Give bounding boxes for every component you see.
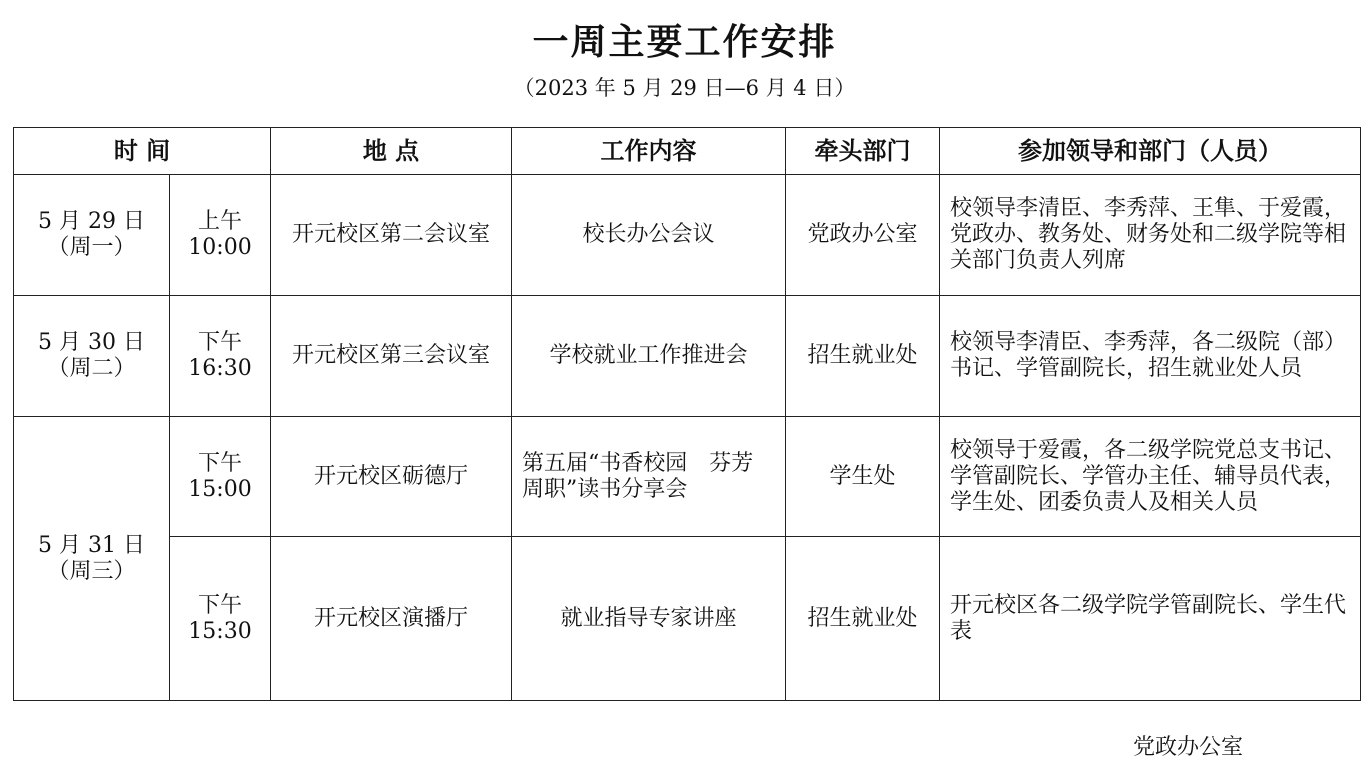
header-place: 地 点 <box>271 128 512 175</box>
header-content: 工作内容 <box>512 128 786 175</box>
time-cell <box>170 417 271 537</box>
time-cell <box>170 175 271 296</box>
clock-text: 15:00 <box>188 476 252 502</box>
content-cell: 校长办公会议 <box>512 175 786 296</box>
lead-department-cell: 招生就业处 <box>786 296 940 417</box>
time-cell <box>170 296 271 417</box>
date-cell <box>14 417 170 701</box>
document-title: 一周主要工作安排 <box>532 21 837 63</box>
table-row <box>14 537 1361 701</box>
place-cell: 开元校区第二会议室 <box>271 175 512 296</box>
participants-cell: 校领导于爱霞，各二级学院党总支书记、学管副院长、学管办主任、辅导员代表，学生处、团委负责人及相关人员 <box>940 417 1361 537</box>
period-text: 下午 <box>198 592 243 618</box>
header-lead-department: 牵头部门 <box>786 128 940 175</box>
table-row <box>14 417 1361 537</box>
participants-cell: 校领导李清臣、李秀萍，各二级院（部）书记、学管副院长，招生就业处人员 <box>940 296 1361 417</box>
date-text: 5 月 29 日 <box>38 209 145 234</box>
place-cell: 开元校区砺德厅 <box>271 417 512 537</box>
period-text: 上午 <box>198 209 243 234</box>
period-text: 下午 <box>198 330 243 355</box>
participants-cell: 校领导李清臣、李秀萍、王隼、于爱霞，党政办、教务处、财务处和二级学院等相关部门负责人列席 <box>940 175 1361 296</box>
weekday-text: （周二） <box>47 356 136 381</box>
header-time: 时 间 <box>14 128 271 175</box>
lead-department-cell: 学生处 <box>786 417 940 537</box>
table-row <box>14 296 1361 417</box>
weekday-text: （周三） <box>47 558 136 584</box>
table-row <box>14 175 1361 296</box>
content-cell: 学校就业工作推进会 <box>512 296 786 417</box>
lead-department-cell: 党政办公室 <box>786 175 940 296</box>
date-range-subtitle: （2023 年 5 月 29 日—6 月 4 日） <box>513 76 856 100</box>
schedule-table <box>13 127 1361 701</box>
date-cell <box>14 296 170 417</box>
header-participants: 参加领导和部门（人员） <box>940 128 1361 175</box>
date-cell <box>14 175 170 296</box>
content-cell: 就业指导专家讲座 <box>512 537 786 701</box>
clock-text: 15:30 <box>188 618 252 644</box>
participants-cell: 开元校区各二级学院学管副院长、学生代表 <box>940 537 1361 701</box>
clock-text: 16:30 <box>188 356 252 381</box>
date-text: 5 月 31 日 <box>38 532 145 558</box>
table-header-row <box>14 128 1361 175</box>
issuer-signature: 党政办公室 <box>1133 735 1244 760</box>
period-text: 下午 <box>198 450 243 476</box>
date-text: 5 月 30 日 <box>38 330 145 355</box>
weekday-text: （周一） <box>47 235 136 260</box>
place-cell: 开元校区演播厅 <box>271 537 512 701</box>
place-cell: 开元校区第三会议室 <box>271 296 512 417</box>
content-cell: 第五届“书香校园 芬芳周职”读书分享会 <box>512 417 786 537</box>
clock-text: 10:00 <box>188 235 252 260</box>
lead-department-cell: 招生就业处 <box>786 537 940 701</box>
time-cell <box>170 537 271 701</box>
